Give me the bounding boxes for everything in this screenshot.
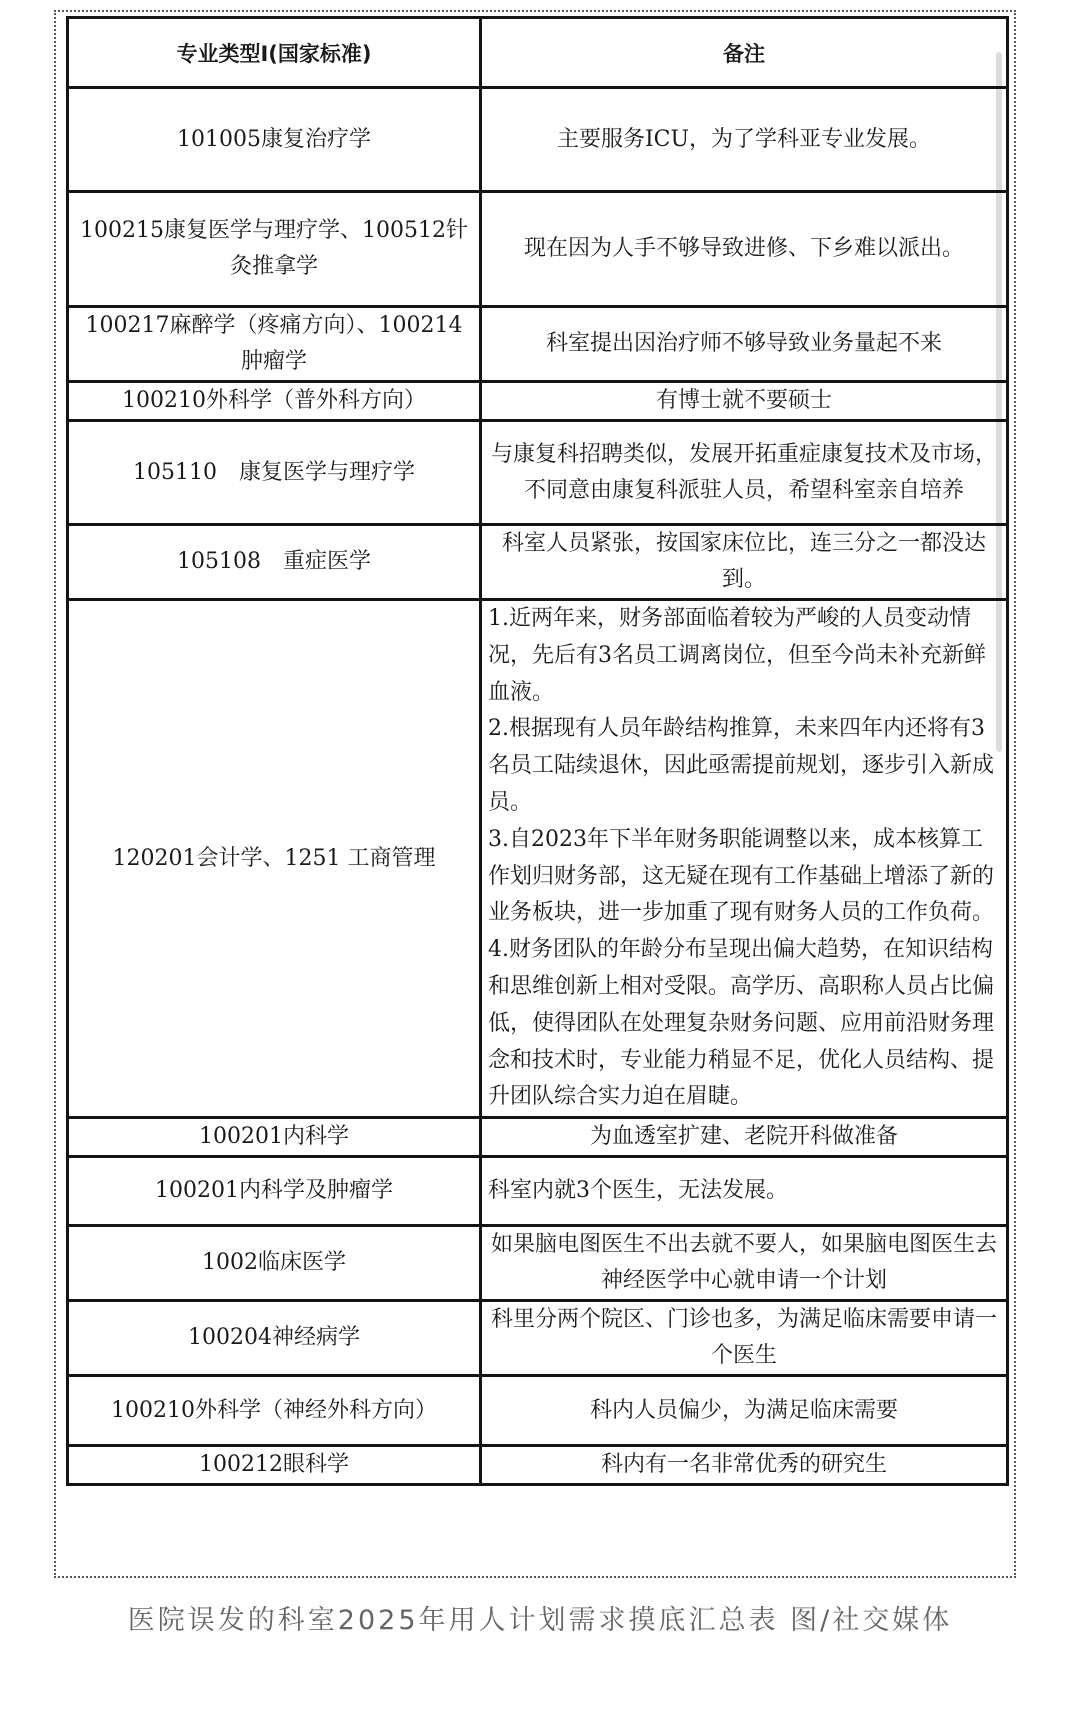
- header-remark: 备注: [481, 18, 1008, 88]
- cell-major: 100210外科学（普外科方向）: [68, 382, 481, 421]
- document-scan: [54, 10, 1016, 1578]
- table-row: [68, 1157, 1008, 1226]
- image-caption: 医院误发的科室2025年用人计划需求摸底汇总表 图/社交媒体: [127, 1605, 953, 1636]
- cell-remark: 科室人员紧张，按国家床位比，连三分之一都没达到。: [481, 525, 1008, 600]
- cell-remark: 为血透室扩建、老院开科做准备: [481, 1118, 1008, 1157]
- table-row: [68, 1376, 1008, 1446]
- cell-major: 105110 康复医学与理疗学: [68, 421, 481, 525]
- table-row: [68, 1446, 1008, 1485]
- remark-item: 4.财务团队的年龄分布呈现出偏大趋势，在知识结构和思维创新上相对受限。高学历、高职称人员占比偏低，使得团队在处理复杂财务问题、应用前沿财务理念和技术时，专业能力稍显不足，优化人员结构、提升团队综合实力迫在眉睫。: [488, 937, 995, 1110]
- table-row: [68, 421, 1008, 525]
- cell-remark: 科内人员偏少，为满足临床需要: [481, 1376, 1008, 1446]
- cell-remark: 与康复科招聘类似，发展开拓重症康复技术及市场，不同意由康复科派驻人员，希望科室亲自培养: [481, 421, 1008, 525]
- cell-major: 100217麻醉学（疼痛方向）、100214肿瘤学: [68, 307, 481, 382]
- cell-major: 101005康复治疗学: [68, 88, 481, 192]
- table-header-row: [68, 18, 1008, 88]
- cell-remark: 科内有一名非常优秀的研究生: [481, 1446, 1008, 1485]
- table-row: [68, 525, 1008, 600]
- remark-item: 3.自2023年下半年财务职能调整以来，成本核算工作划归财务部，这无疑在现有工作基础上增添了新的业务板块，进一步加重了现有财务人员的工作负荷。: [488, 826, 995, 926]
- cell-major: 100212眼科学: [68, 1446, 481, 1485]
- cell-remark: 如果脑电图医生不出去就不要人，如果脑电图医生去神经医学中心就申请一个计划: [481, 1226, 1008, 1301]
- cell-major: 100201内科学: [68, 1118, 481, 1157]
- cell-major: 100204神经病学: [68, 1301, 481, 1376]
- table-row: [68, 382, 1008, 421]
- table-row: [68, 192, 1008, 307]
- table-row: [68, 307, 1008, 382]
- table-row: [68, 600, 1008, 1118]
- table-row: [68, 1226, 1008, 1301]
- table-row: [68, 88, 1008, 192]
- cell-major: 1002临床医学: [68, 1226, 481, 1301]
- cell-remark: 科室内就3个医生，无法发展。: [481, 1157, 1008, 1226]
- remark-item: 1.近两年来，财务部面临着较为严峻的人员变动情况，先后有3名员工调离岗位，但至今尚未补充新鲜血液。: [488, 606, 986, 705]
- header-major: 专业类型I(国家标准): [68, 18, 481, 88]
- cell-remark: 科室提出因治疗师不够导致业务量起不来: [481, 307, 1008, 382]
- cell-major: 100210外科学（神经外科方向）: [68, 1376, 481, 1446]
- cell-remark-list: [481, 600, 1008, 1118]
- cell-major: 100215康复医学与理疗学、100512针灸推拿学: [68, 192, 481, 307]
- table-row: [68, 1301, 1008, 1376]
- cell-remark: 主要服务ICU，为了学科亚专业发展。: [481, 88, 1008, 192]
- cell-major: 120201会计学、1251 工商管理: [68, 600, 481, 1118]
- cell-remark: 有博士就不要硕士: [481, 382, 1008, 421]
- staffing-plan-table: [66, 16, 1009, 1486]
- cell-major: 105108 重症医学: [68, 525, 481, 600]
- remark-item: 2.根据现有人员年龄结构推算，未来四年内还将有3名员工陆续退休，因此亟需提前规划，逐步引入新成员。: [488, 716, 995, 815]
- table-row: [68, 1118, 1008, 1157]
- cell-remark: 现在因为人手不够导致进修、下乡难以派出。: [481, 192, 1008, 307]
- cell-remark: 科里分两个院区、门诊也多，为满足临床需要申请一个医生: [481, 1301, 1008, 1376]
- cell-major: 100201内科学及肿瘤学: [68, 1157, 481, 1226]
